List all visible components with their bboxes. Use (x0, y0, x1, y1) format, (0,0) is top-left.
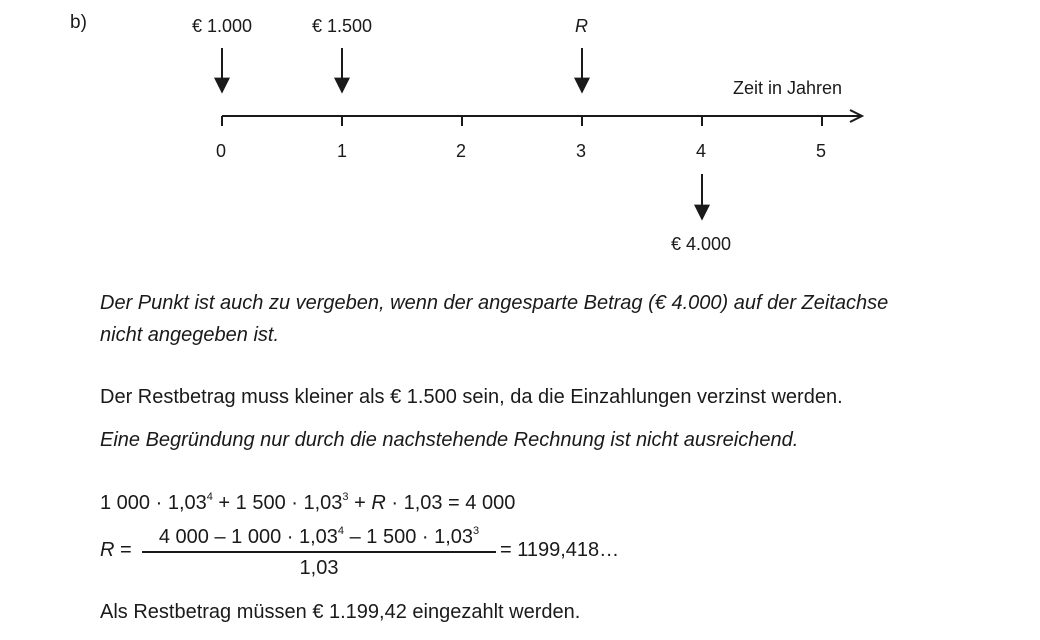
timeline-diagram (0, 0, 1040, 270)
statement: Der Restbetrag muss kleiner als € 1.500 sein, da die Einzahlungen verzinst werden. (100, 386, 843, 408)
eq2-var-r: R (100, 539, 115, 561)
equation-result: = 1199,418… (500, 539, 620, 561)
payment-label-1: € 1.500 (312, 16, 373, 36)
tick-label-5: 5 (816, 141, 827, 161)
payment-label-0: € 1.000 (192, 16, 253, 36)
num-part-a: 4 000 – 1 000 · 1,03 (158, 526, 338, 548)
payment-label-r: R (575, 16, 588, 36)
num-exp-2: 3 (473, 525, 480, 537)
conclusion: Als Restbetrag müssen € 1.199,42 eingezahlt werden. (100, 601, 581, 623)
tick-label-2: 2 (456, 141, 467, 161)
eq1-part-c: + (348, 492, 372, 514)
tick-label-4: 4 (696, 141, 707, 161)
tick-label-3: 3 (576, 141, 587, 161)
fraction-bar (142, 551, 496, 553)
payout-label-4: € 4.000 (671, 234, 732, 254)
eq1-exp-1: 4 (206, 491, 213, 503)
equation-line-2-lhs (100, 534, 132, 566)
fraction-numerator (142, 524, 496, 550)
num-exp-1: 4 (337, 525, 345, 537)
eq1-part-b: + 1 500 · 1,03 (212, 492, 343, 514)
fraction-denominator: 1,03 (299, 556, 339, 579)
eq2-equals: = (114, 539, 132, 561)
note-line-1: Der Punkt ist auch zu vergeben, wenn der angesparte Betrag (€ 4.000) auf der Zeitachse (100, 292, 889, 314)
note-2: Eine Begründung nur durch die nachstehende Rechnung ist nicht ausreichend. (100, 429, 799, 451)
axis-label: Zeit in Jahren (733, 78, 843, 98)
note-line-2: nicht angegeben ist. (100, 324, 280, 346)
tick-label-0: 0 (216, 141, 227, 161)
eq1-part-d: · 1,03 = 4 000 (385, 492, 516, 514)
tick-label-1: 1 (337, 141, 348, 161)
equation-line-1 (100, 487, 515, 519)
num-part-b: – 1 500 · 1,03 (344, 526, 474, 548)
eq1-exp-2: 3 (342, 491, 349, 503)
equation-fraction (142, 524, 496, 581)
eq1-part-a: 1 000 · 1,03 (100, 492, 207, 514)
eq1-var-r: R (371, 492, 386, 514)
part-label: b) (70, 12, 87, 33)
